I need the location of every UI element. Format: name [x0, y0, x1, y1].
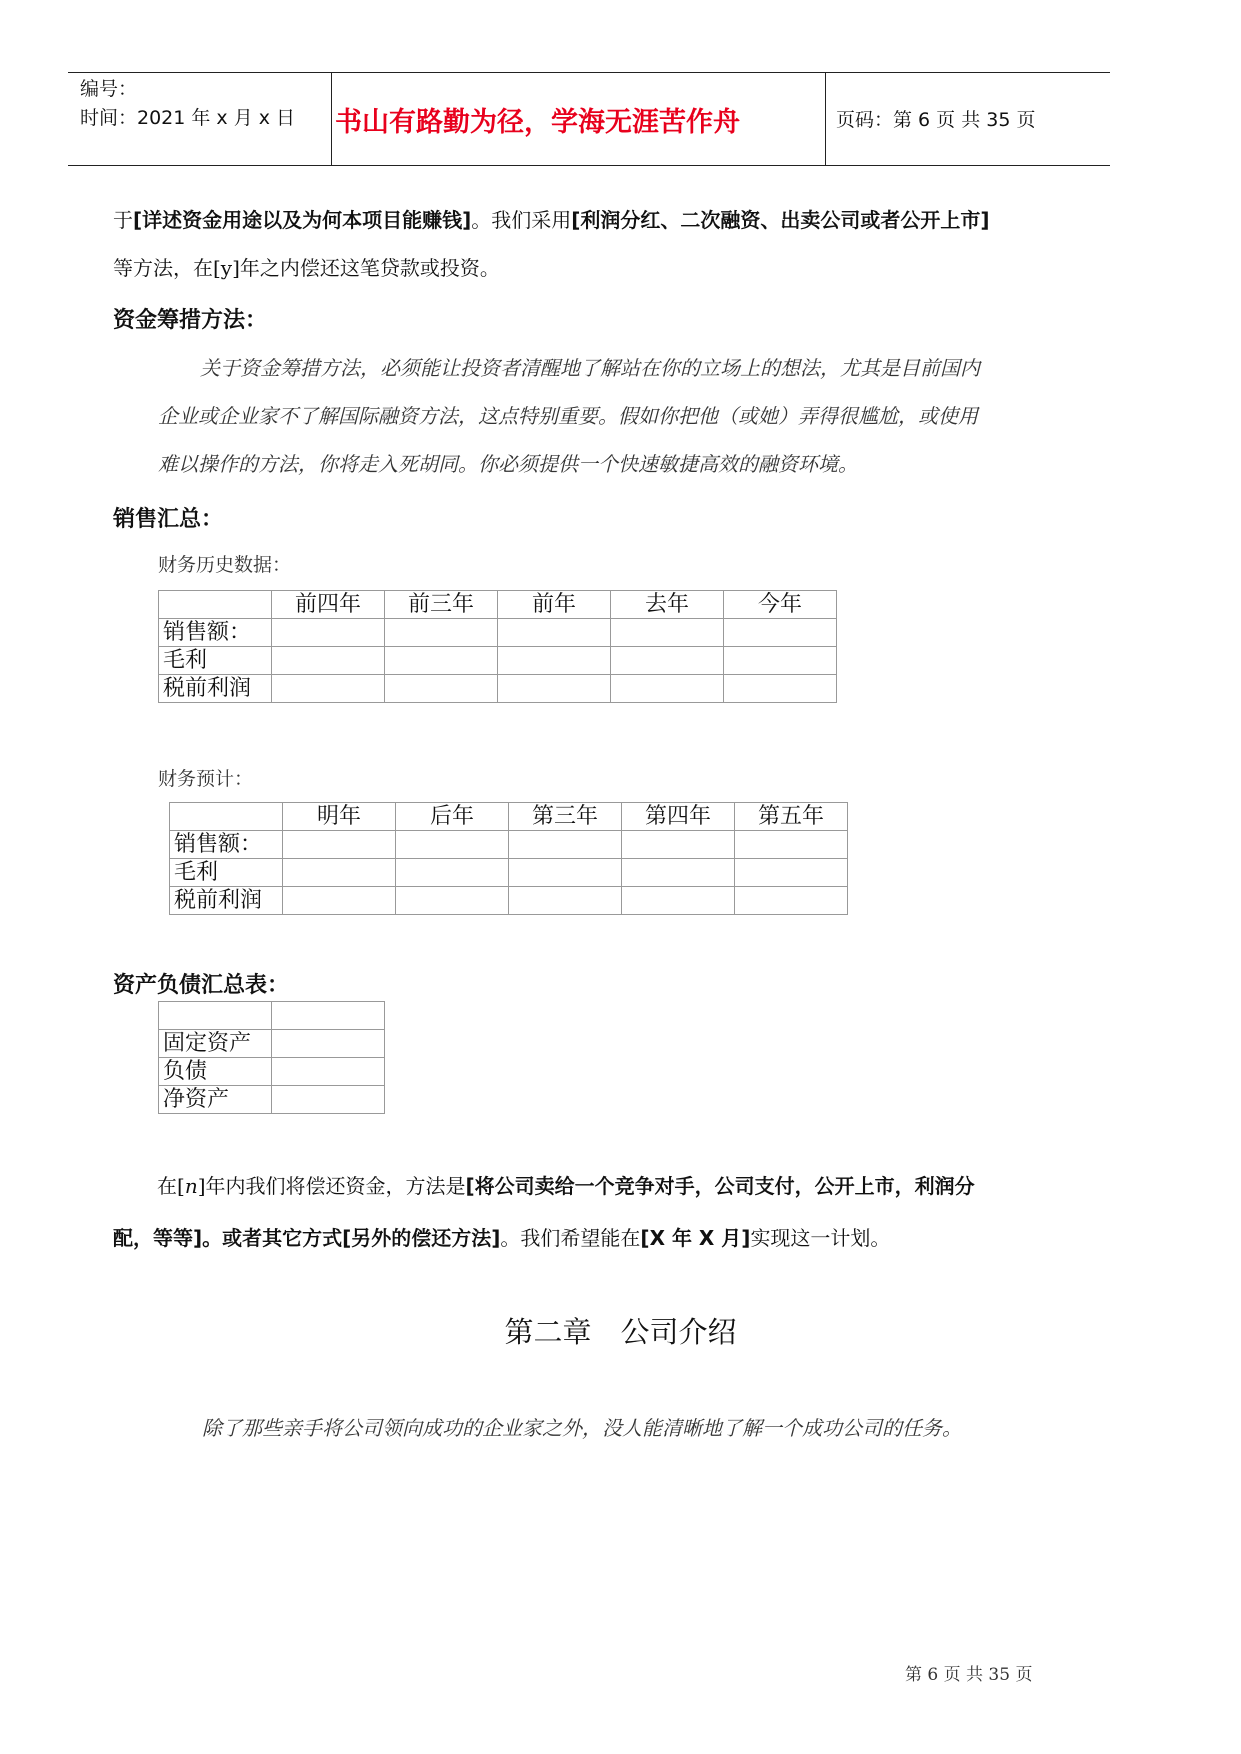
history-caption: 财务历史数据：	[158, 554, 292, 576]
time-label: 时间：2021 年 x 月 x 日	[80, 107, 296, 129]
table-header-row	[170, 803, 848, 831]
footer-page-number: 第 6 页 共 35 页	[905, 1665, 1033, 1685]
repay-bold-1: [将公司卖给一个竞争对手，公司支付，公开上市，利润分	[465, 1174, 975, 1198]
table-header-row	[159, 591, 837, 619]
repay-bold-2: [X 年 X 月]	[640, 1226, 751, 1250]
chapter-quote: 除了那些亲手将公司领向成功的企业家之外，没人能清晰地了解一个成功公司的任务。	[202, 1416, 962, 1440]
table-row	[159, 1058, 385, 1086]
row-header: 毛利	[170, 859, 283, 887]
intro-text-2: 。我们采用	[471, 208, 572, 232]
row-header: 负债	[159, 1058, 272, 1086]
repay-paragraph	[113, 1160, 1083, 1264]
header-top-rule	[68, 72, 1110, 73]
header-page-label: 页码：第 6 页 共 35 页	[836, 109, 1036, 131]
header-divider-left	[331, 72, 332, 165]
column-header: 今年	[724, 591, 837, 619]
table-cell	[283, 831, 396, 859]
table-row	[159, 1030, 385, 1058]
intro-text-1: 于	[113, 208, 133, 232]
table-row	[159, 619, 837, 647]
row-header: 毛利	[159, 647, 272, 675]
table-cell	[396, 887, 509, 915]
header-meta	[80, 75, 295, 133]
header-divider-right	[825, 72, 826, 165]
table-corner-cell	[170, 803, 283, 831]
column-header: 第五年	[735, 803, 848, 831]
forecast-caption: 财务预计：	[158, 768, 254, 790]
table-cell	[272, 1086, 385, 1114]
table-row	[170, 887, 848, 915]
table-cell	[735, 887, 848, 915]
table-cell	[509, 831, 622, 859]
intro-paragraph	[113, 196, 1083, 292]
chapter-title: 第二章 公司介绍	[504, 1315, 737, 1349]
table-cell	[498, 647, 611, 675]
column-header: 第三年	[509, 803, 622, 831]
balance-heading: 资产负债汇总表：	[113, 973, 290, 998]
table-cell	[498, 675, 611, 703]
balance-table	[158, 1001, 385, 1114]
table-row	[159, 675, 837, 703]
repay-bold-1b: 配，等等]。或者其它方式[另外的偿还方法]	[113, 1226, 501, 1250]
table-cell	[272, 1030, 385, 1058]
intro-bold-2: [利润分红、二次融资、出卖公司或者公开上市]	[571, 208, 990, 232]
table-row	[170, 831, 848, 859]
table-cell	[385, 675, 498, 703]
table-corner-cell	[159, 591, 272, 619]
funding-heading: 资金筹措方法：	[113, 308, 268, 333]
table-cell	[396, 831, 509, 859]
table-cell	[724, 675, 837, 703]
table-cell	[498, 619, 611, 647]
table-cell	[611, 619, 724, 647]
sales-heading: 销售汇总：	[113, 507, 224, 532]
header-bottom-rule	[68, 165, 1110, 166]
table-cell	[385, 647, 498, 675]
row-header: 税前利润	[159, 675, 272, 703]
table-cell	[509, 859, 622, 887]
row-header: 净资产	[159, 1086, 272, 1114]
repay-n: n	[184, 1174, 198, 1198]
table-cell	[735, 859, 848, 887]
table-row	[159, 1086, 385, 1114]
table-cell	[272, 1058, 385, 1086]
column-header: 去年	[611, 591, 724, 619]
table-cell	[735, 831, 848, 859]
table-row	[159, 647, 837, 675]
repay-text-4: 实现这一计划。	[750, 1226, 891, 1250]
row-header: 税前利润	[170, 887, 283, 915]
funding-line-2: 企业或企业家不了解国际融资方法，这点特别重要。假如你把他（或她）弄得很尴尬，或使用	[158, 404, 978, 428]
funding-paragraph	[158, 344, 1088, 488]
table-cell	[396, 859, 509, 887]
table-cell	[283, 859, 396, 887]
table-cell	[622, 859, 735, 887]
row-header: 销售额：	[159, 619, 272, 647]
table-cell	[272, 647, 385, 675]
column-header: 前年	[498, 591, 611, 619]
table-cell	[611, 675, 724, 703]
history-table	[158, 590, 837, 703]
table-header-row	[159, 1002, 385, 1030]
forecast-table	[169, 802, 848, 915]
repay-text-2: ]年内我们将偿还资金，方法是	[197, 1174, 466, 1198]
column-header: 前四年	[272, 591, 385, 619]
funding-line-3: 难以操作的方法，你将走入死胡同。你必须提供一个快速敏捷高效的融资环境。	[158, 452, 858, 476]
table-cell	[385, 619, 498, 647]
number-label: 编号：	[80, 78, 138, 100]
table-cell	[611, 647, 724, 675]
table-cell	[724, 647, 837, 675]
table-cell	[622, 831, 735, 859]
table-cell	[272, 619, 385, 647]
repay-text-3: 。我们希望能在	[500, 1226, 641, 1250]
table-cell	[283, 887, 396, 915]
table-row	[170, 859, 848, 887]
funding-line-1: 关于资金筹措方法，必须能让投资者清醒地了解站在你的立场上的想法，尤其是目前国内	[200, 356, 980, 380]
table-cell	[724, 619, 837, 647]
table-cell	[622, 887, 735, 915]
column-header: 第四年	[622, 803, 735, 831]
table-cell	[509, 887, 622, 915]
table-corner-cell	[159, 1002, 272, 1030]
row-header: 固定资产	[159, 1030, 272, 1058]
intro-text-3: 等方法，在[y]年之内偿还这笔贷款或投资。	[113, 256, 500, 280]
column-header: 前三年	[385, 591, 498, 619]
column-header: 明年	[283, 803, 396, 831]
intro-bold-1: [详述资金用途以及为何本项目能赚钱]	[133, 208, 472, 232]
row-header: 销售额：	[170, 831, 283, 859]
header-motto: 书山有路勤为径，学海无涯苦作舟	[335, 107, 740, 138]
repay-text-1: 在[	[157, 1174, 185, 1198]
column-header: 后年	[396, 803, 509, 831]
table-cell	[272, 1002, 385, 1030]
table-cell	[272, 675, 385, 703]
